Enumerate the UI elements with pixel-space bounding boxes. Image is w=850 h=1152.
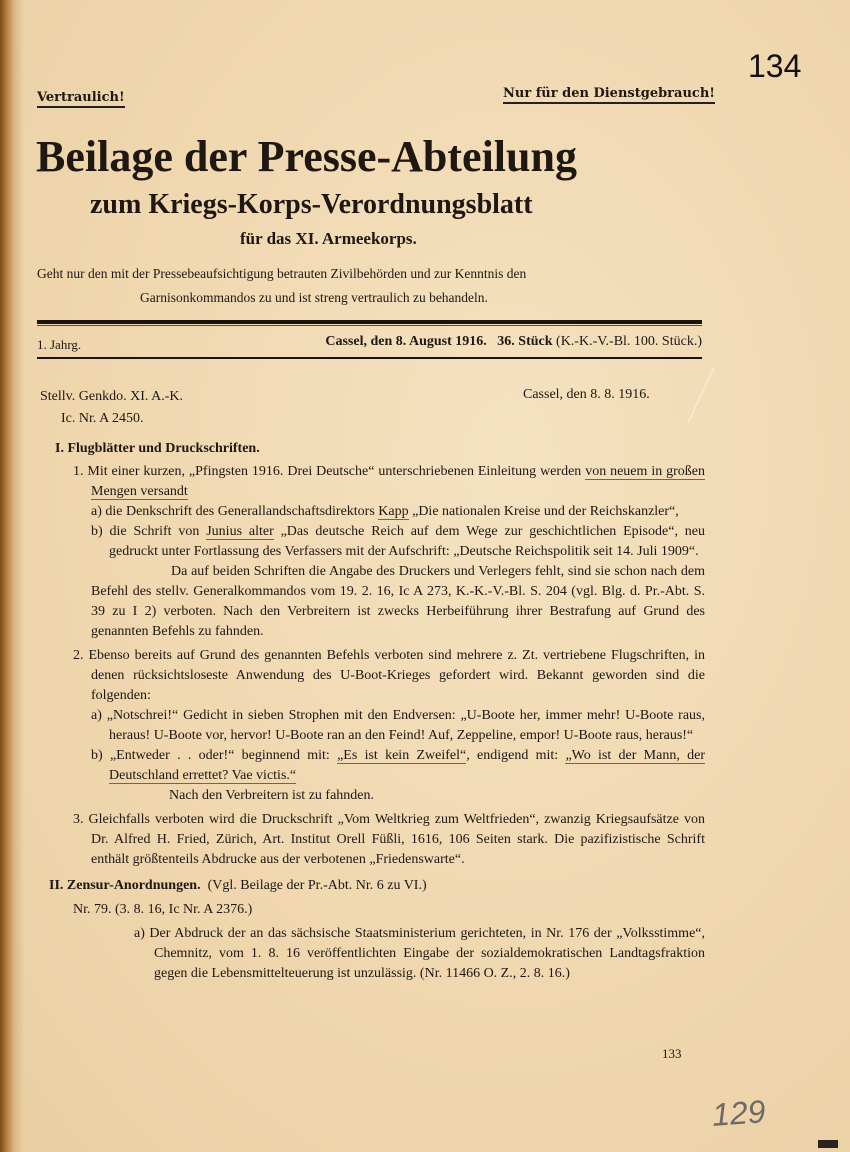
order-number: Nr. 79. (3. 8. 16, Ic Nr. A 2376.) [73,902,253,917]
document-subtitle-corps: für das XI. Armeekorps. [240,229,417,248]
item1-b [55,522,705,562]
item1-a-post: „Die nationalen Kreise und der Reichskanzler“, [408,504,679,519]
masthead-year: 1. Jahrg. [37,337,82,352]
masthead-rule-top-thin [37,325,702,326]
page-number: 133 [662,1046,682,1061]
document-body [49,462,705,984]
masthead-rule-bottom [37,357,702,359]
order-a-text: a) Der Abdruck der an das sächsische Staatsministerium gerichteten, in Nr. 176 der „Volksstimme“, Chemnitz, vom 1. 8. 16 veröffentlichten Eingabe der sozialdemokratischen Landtagsfraktion gegen die Lebensmittelteuerung ist unzulässig. (Nr. 11466 O. Z., 2. 8. 16.) [134,926,705,981]
item1-a-pre: a) die Denkschrift des Generallandschaftsdirektors [91,504,379,519]
reference-number: Ic. Nr. A 2450. [61,411,144,426]
confidential-label: Vertraulich! [37,90,125,108]
section1-heading: I. Flugblätter und Druckschriften. [55,441,260,456]
masthead-dateline-issue [245,333,702,351]
item2-b [55,746,705,786]
document-title: Beilage der Presse-Abteilung [36,132,577,181]
item2-b-mid: , endigend mit: [466,748,566,763]
official-use-label: Nur für den Dienstgebrauch! [503,86,715,104]
section2-title: II. Zensur-Anordnungen. [49,878,201,893]
document-subtitle: zum Kriegs-Korps-Verordnungsblatt [90,189,533,220]
archive-stamp-number: 134 [748,48,802,84]
masthead-issue-ref: (K.-K.-V.-Bl. 100. Stück.) [556,334,702,349]
item2-intro: 2. Ebenso bereits auf Grund des genannten Befehls verboten sind mehrere z. Zt. vertriebene Flugschriften, in denen rücksichtsloseste Anwendung des U-Boot-Krieges gefordert wird. Bekannt geworden sind die folgenden: [73,648,705,703]
item1-a [55,502,705,522]
masthead-issue-number: 36. Stück [497,334,553,349]
section2-reference: (Vgl. Beilage der Pr.-Abt. Nr. 6 zu VI.) [207,878,427,893]
paper-crease [687,367,714,422]
item2-b-pre: b) „Entweder . . oder!“ beginnend mit: [91,748,338,763]
item2-closing: Nach den Verbreitern ist zu fahnden. [169,788,374,803]
item1-b-pre: b) die Schrift von [91,524,207,539]
masthead-dateline-text: Cassel, den 8. August 1916. [325,334,487,349]
item2-b-quote: „Es ist kein Zweifel“ [337,748,467,763]
item1-intro [55,462,705,502]
item1-closing: Da auf beiden Schriften die Angabe des Druckers und Verlegers fehlt, sind sie schon nach dem Befehl des stellv. Generalkommandos vom 19. 2. 16, Ic A 273, K.-K.-V.-Bl. S. 204 (vgl. Blg. d. Pr.-Abt. S. 39 zu I 2) verboten. Nach den Verbreitern ist zwecks Herbeiführung ihrer Bestrafung auf Grund des genannten Befehls zu fahnden. [91,564,705,639]
section2-heading [49,876,705,896]
reference-command: Stellv. Genkdo. XI. A.-K. [40,389,183,404]
item1-intro-b: von neuem in großen Mengen versandt [91,464,705,499]
item1-a-name: Kapp [378,504,409,519]
pencil-folio-note: 129 [710,1093,767,1133]
item2-a: a) „Notschrei!“ Gedicht in sieben Strophen mit den Endversen: „U-Boote her, immer mehr! U-Boote raus, heraus! U-Boote vor, hervor! U-Boote ran an den Feind! Auf, Zeppeline, empor! U-Boote raus, heraus!“ [91,708,705,743]
distribution-notice-line2: Garnisonkommandos zu und ist streng vertraulich zu behandeln. [140,290,488,305]
item1-b-name: Junius alter [206,524,274,539]
item1-b-post: „Das deutsche Reich auf dem Wege zur geschichtlichen Episode“, neu gedruckt unter Fortlassung des Verfassers mit der Aufschrift: „Deutsche Reichspolitik seit 14. Juli 1909“. [109,524,705,559]
distribution-notice-line1: Geht nur den mit der Pressebeaufsichtigung betrauten Zivilbehörden und zur Kenntnis den [37,266,527,281]
item2-b-end: „Wo ist der Mann, der Deutschland errettet? Vae victis.“ [109,748,705,783]
masthead-rule-top [37,320,702,324]
item1-intro-a: 1. Mit einer kurzen, „Pfingsten 1916. Drei Deutsche“ unterschriebenen Einleitung werden [73,464,582,479]
place-date: Cassel, den 8. 8. 1916. [523,387,650,402]
edge-mark [818,1140,838,1148]
item3-text: 3. Gleichfalls verboten wird die Druckschrift „Vom Weltkrieg zum Weltfrieden“, zwanzig Kriegsaufsätze von Dr. Alfred H. Fried, Zürich, Art. Institut Orell Füßli, 1616, 106 Seiten stark. Die pazifizistische Schrift enthält größtenteils Abdrucke aus der verbotenen „Friedenswarte“. [73,812,705,867]
